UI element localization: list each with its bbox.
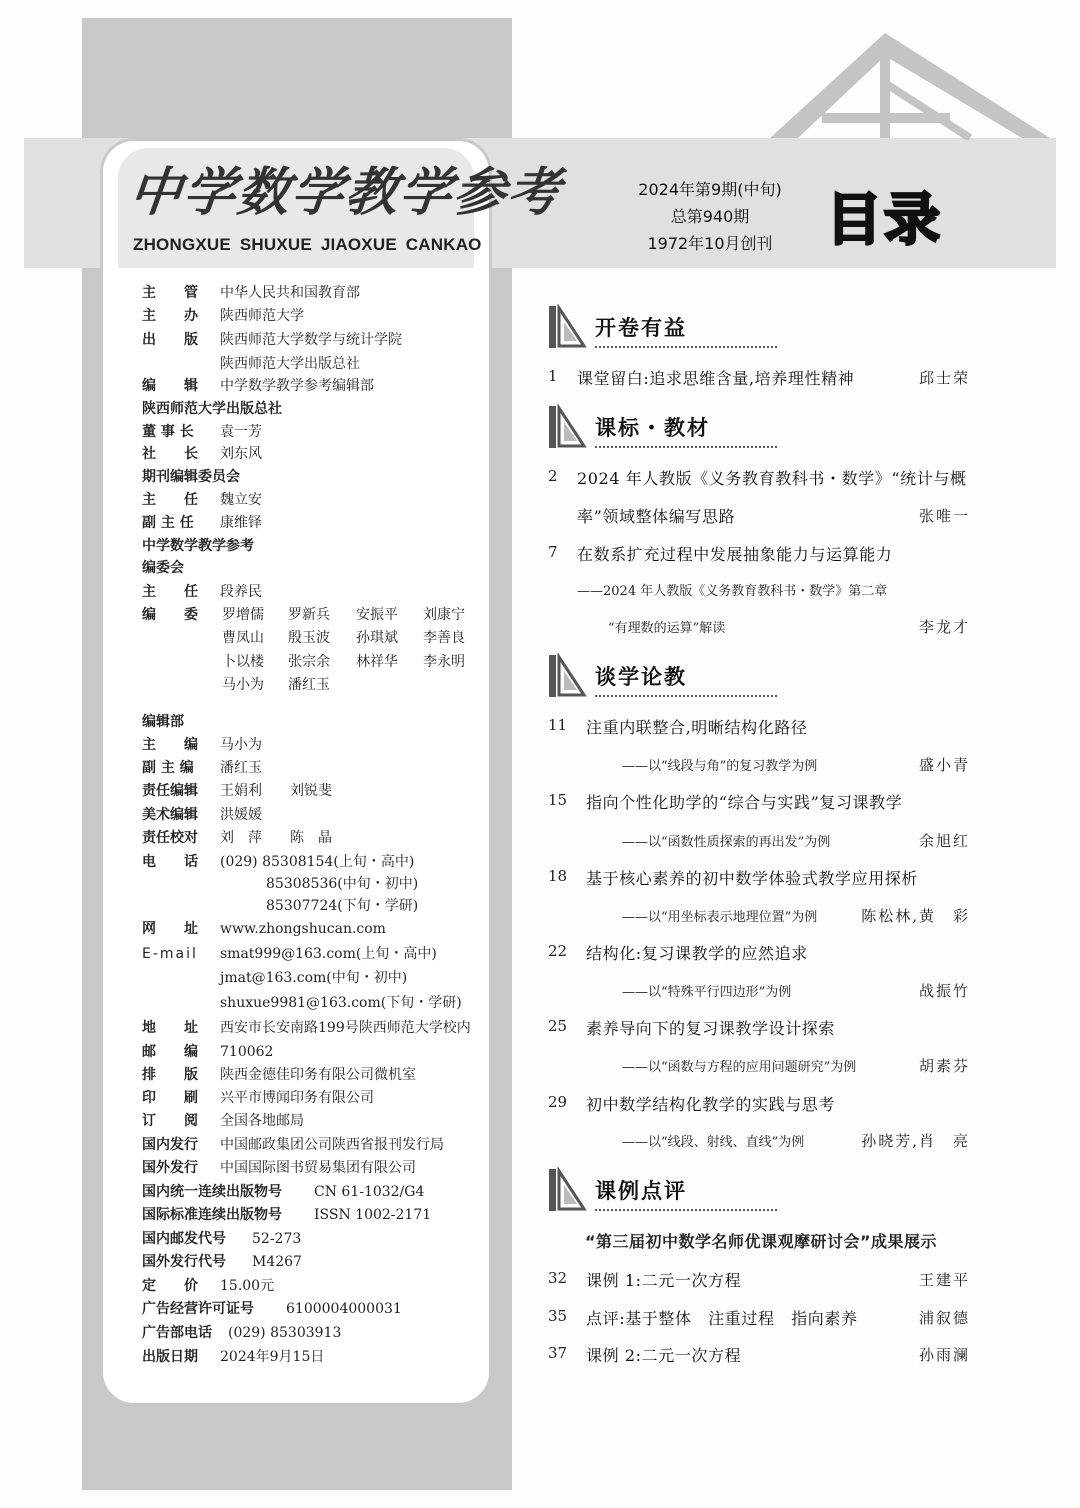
toc-item-author: 王建平 bbox=[918, 1271, 970, 1289]
masthead-postcode: 邮 编 710062 bbox=[142, 1044, 274, 1060]
masthead-issn: 国际标准连续出版物号 ISSN 1002-2171 bbox=[142, 1207, 432, 1223]
masthead-subscribe: 订 阅 全国各地邮局 bbox=[142, 1113, 304, 1129]
roof-truss-graphic bbox=[760, 28, 1060, 140]
board-member: 罗新兵 bbox=[288, 607, 330, 623]
masthead-board-head1: 中学数学教学参考 bbox=[142, 538, 254, 554]
masthead-typesetting: 排 版 陕西金德佳印务有限公司微机室 bbox=[142, 1067, 416, 1083]
masthead-email-2: jmat@163.com(中旬・初中) bbox=[220, 970, 408, 986]
toc-item-title: 结构化:复习课教学的应然追求 bbox=[586, 944, 808, 963]
masthead-board-members-label: 编 委 bbox=[142, 607, 198, 623]
toc-page-number: 32 bbox=[548, 1269, 568, 1287]
toc-page-number: 35 bbox=[548, 1307, 568, 1325]
masthead-phone-2: 85308536(中旬・初中) bbox=[266, 876, 419, 892]
toc-item-title: 初中数学结构化教学的实践与思考 bbox=[586, 1095, 836, 1114]
toc-item-author: 陈松林,黄 彩 bbox=[861, 907, 970, 925]
masthead-foreign-code: 国外发行代号 M4267 bbox=[142, 1254, 302, 1270]
masthead-email-3: shuxue9981@163.com(下旬・学研) bbox=[220, 995, 462, 1011]
masthead-deputy-editor: 副 主 编 潘红玉 bbox=[142, 760, 262, 776]
masthead-board-director: 主 任 段养民 bbox=[142, 584, 262, 600]
section-divider bbox=[595, 446, 777, 448]
board-member: 马小为 bbox=[222, 677, 264, 693]
issue-info bbox=[610, 176, 810, 257]
masthead-board-head2: 编委会 bbox=[142, 560, 184, 576]
toc-item-author: 盛小青 bbox=[918, 756, 970, 774]
set-square-icon bbox=[548, 404, 588, 450]
masthead-phone: 电 话 (029) 85308154(上旬・高中) bbox=[142, 854, 415, 870]
toc-item-title: 在数系扩充过程中发展抽象能力与运算能力 bbox=[577, 545, 893, 564]
set-square-icon bbox=[548, 304, 588, 350]
toc-item-author: 孙雨澜 bbox=[918, 1346, 970, 1364]
toc-special-title: “第三届初中数学名师优课观摩研讨会”成果展示 bbox=[585, 1232, 938, 1251]
masthead-proofreader: 责任校对 刘 萍 陈 晶 bbox=[142, 830, 332, 846]
toc-item-author: 孙晓芳,肖 亮 bbox=[861, 1132, 970, 1150]
masthead-director: 主 任 魏立安 bbox=[142, 492, 262, 508]
toc-page-number: 2 bbox=[548, 467, 558, 485]
toc-item-title: 课例 2:二元一次方程 bbox=[586, 1346, 742, 1365]
masthead-email: E-mail smat999@163.com(上旬・高中) bbox=[142, 946, 437, 962]
masthead-editor-org: 编 辑 中学数学教学参考编辑部 bbox=[142, 378, 374, 394]
toc-section-title: 谈学论教 bbox=[595, 665, 687, 689]
masthead-dept-head: 编辑部 bbox=[142, 714, 184, 730]
masthead-supervisor: 主 管 中华人民共和国教育部 bbox=[142, 285, 360, 301]
toc-page-number: 37 bbox=[548, 1344, 568, 1362]
journal-title-en: ZHONGXUE SHUXUE JIAOXUE CANKAO bbox=[133, 235, 482, 254]
masthead-phone-3: 85307724(下旬・学研) bbox=[266, 898, 419, 914]
toc-item-title-cont: 率”领域整体编写思路 bbox=[577, 507, 736, 526]
toc-item-subtitle: ——以“函数与方程的应用问题研究”为例 bbox=[622, 1060, 857, 1075]
toc-item-subtitle-cont: “有理数的运算”解读 bbox=[608, 621, 726, 636]
board-member: 安振平 bbox=[356, 607, 398, 623]
toc-item-subtitle: ——以“线段与角”的复习教学为例 bbox=[622, 759, 818, 774]
toc-page-number: 15 bbox=[548, 791, 568, 809]
toc-item-title: 素养导向下的复习课教学设计探索 bbox=[586, 1019, 836, 1038]
masthead-art-editor: 美术编辑 洪媛媛 bbox=[142, 807, 262, 823]
section-divider bbox=[595, 695, 777, 697]
masthead-address: 地 址 西安市长安南路199号陕西师范大学校内 bbox=[142, 1020, 471, 1036]
masthead-resp-editor: 责任编辑 王娟利 刘锐斐 bbox=[142, 783, 332, 799]
toc-item-author: 战振竹 bbox=[918, 982, 970, 1000]
masthead-publisher-2: 陕西师范大学出版总社 bbox=[220, 356, 360, 372]
toc-page-number: 18 bbox=[548, 867, 568, 885]
toc-item-title: 2024 年人教版《义务教育教科书・数学》“统计与概 bbox=[577, 469, 967, 488]
board-member: 殷玉波 bbox=[288, 630, 330, 646]
masthead-committee-head: 期刊编辑委员会 bbox=[142, 469, 240, 485]
toc-item-title: 课堂留白:追求思维含量,培养理性精神 bbox=[577, 369, 855, 388]
masthead-deputy-director: 副 主 任 康维铎 bbox=[142, 515, 262, 531]
masthead-domestic-dist: 国内发行 中国邮政集团公司陕西省报刊发行局 bbox=[142, 1137, 444, 1153]
board-member: 卜以楼 bbox=[222, 654, 264, 670]
toc-item-author: 张唯一 bbox=[918, 507, 970, 525]
masthead-pub-date: 出版日期 2024年9月15日 bbox=[142, 1349, 325, 1365]
toc-section-title: 课例点评 bbox=[595, 1179, 687, 1203]
masthead-cn-number: 国内统一连续出版物号 CN 61-1032/G4 bbox=[142, 1184, 425, 1200]
board-member: 林祥华 bbox=[356, 654, 398, 670]
board-member: 张宗余 bbox=[288, 654, 330, 670]
toc-section-title: 课标・教材 bbox=[595, 416, 710, 440]
issue-number: 2024年第9期(中旬) bbox=[638, 180, 782, 199]
masthead-president: 社 长 刘东风 bbox=[142, 446, 262, 462]
masthead-ad-phone: 广告部电话 (029) 85303913 bbox=[142, 1325, 342, 1341]
masthead-ad-license: 广告经营许可证号 6100004000031 bbox=[142, 1301, 402, 1317]
toc-section-title: 开卷有益 bbox=[595, 316, 687, 340]
toc-item-title: 注重内联整合,明晰结构化路径 bbox=[586, 718, 808, 737]
toc-heading: 目录 bbox=[826, 188, 942, 253]
toc-item-subtitle: ——2024 年人教版《义务教育教科书・数学》第二章 bbox=[577, 584, 888, 599]
toc-page-number: 1 bbox=[548, 367, 558, 385]
masthead-domestic-postal: 国内邮发代号 52-273 bbox=[142, 1231, 302, 1247]
set-square-icon bbox=[548, 1167, 588, 1213]
set-square-icon bbox=[548, 653, 588, 699]
journal-logo: 中学数学教学参考 bbox=[126, 162, 565, 223]
section-divider bbox=[595, 346, 777, 348]
toc-item-author: 浦叙德 bbox=[918, 1309, 970, 1327]
board-member: 刘康宁 bbox=[423, 607, 465, 623]
toc-page-number: 11 bbox=[548, 716, 568, 734]
toc-item-subtitle: ——以“线段、射线、直线”为例 bbox=[622, 1135, 805, 1150]
toc-item-title: 点评:基于整体 注重过程 指向素养 bbox=[586, 1309, 858, 1328]
board-member: 孙琪斌 bbox=[356, 630, 398, 646]
masthead-foreign-dist: 国外发行 中国国际图书贸易集团有限公司 bbox=[142, 1160, 416, 1176]
toc-item-title: 基于核心素养的初中数学体验式教学应用探析 bbox=[586, 869, 919, 888]
masthead-sponsor: 主 办 陕西师范大学 bbox=[142, 308, 304, 324]
toc-item-author: 余旭红 bbox=[918, 832, 970, 850]
toc-item-subtitle: ——以“函数性质探索的再出发”为例 bbox=[622, 835, 831, 850]
toc-item-author: 胡素芬 bbox=[918, 1057, 970, 1075]
masthead-website: 网 址 www.zhongshucan.com bbox=[142, 921, 386, 937]
masthead-price: 定 价 15.00元 bbox=[142, 1278, 275, 1294]
board-member: 罗增儒 bbox=[222, 607, 264, 623]
toc-item-subtitle: ——以“用坐标表示地理位置”为例 bbox=[622, 910, 818, 925]
masthead-chairman: 董 事 长 袁一芳 bbox=[142, 424, 262, 440]
founded-date: 1972年10月创刊 bbox=[647, 234, 773, 253]
masthead-printing: 印 刷 兴平市博闻印务有限公司 bbox=[142, 1090, 374, 1106]
toc-item-subtitle: ——以“特殊平行四边形”为例 bbox=[622, 985, 792, 1000]
toc-page-number: 22 bbox=[548, 942, 568, 960]
toc-item-title: 指向个性化助学的“综合与实践”复习课教学 bbox=[586, 793, 903, 812]
board-member: 李善良 bbox=[423, 630, 465, 646]
masthead-press-head: 陕西师范大学出版总社 bbox=[142, 401, 282, 417]
board-member: 潘红玉 bbox=[288, 677, 330, 693]
toc-item-author: 邱士荣 bbox=[918, 369, 970, 387]
toc-item-author: 李龙才 bbox=[918, 618, 970, 636]
masthead-publisher: 出 版 陕西师范大学数学与统计学院 bbox=[142, 332, 402, 348]
toc-page-number: 29 bbox=[548, 1093, 568, 1111]
toc-item-title: 课例 1:二元一次方程 bbox=[586, 1271, 742, 1290]
toc-page-number: 7 bbox=[548, 543, 558, 561]
masthead-chief-editor: 主 编 马小为 bbox=[142, 737, 262, 753]
total-issue: 总第940期 bbox=[670, 207, 750, 226]
section-divider bbox=[595, 1209, 777, 1211]
toc-page-number: 25 bbox=[548, 1017, 568, 1035]
board-member: 李永明 bbox=[423, 654, 465, 670]
board-member: 曹凤山 bbox=[222, 630, 264, 646]
